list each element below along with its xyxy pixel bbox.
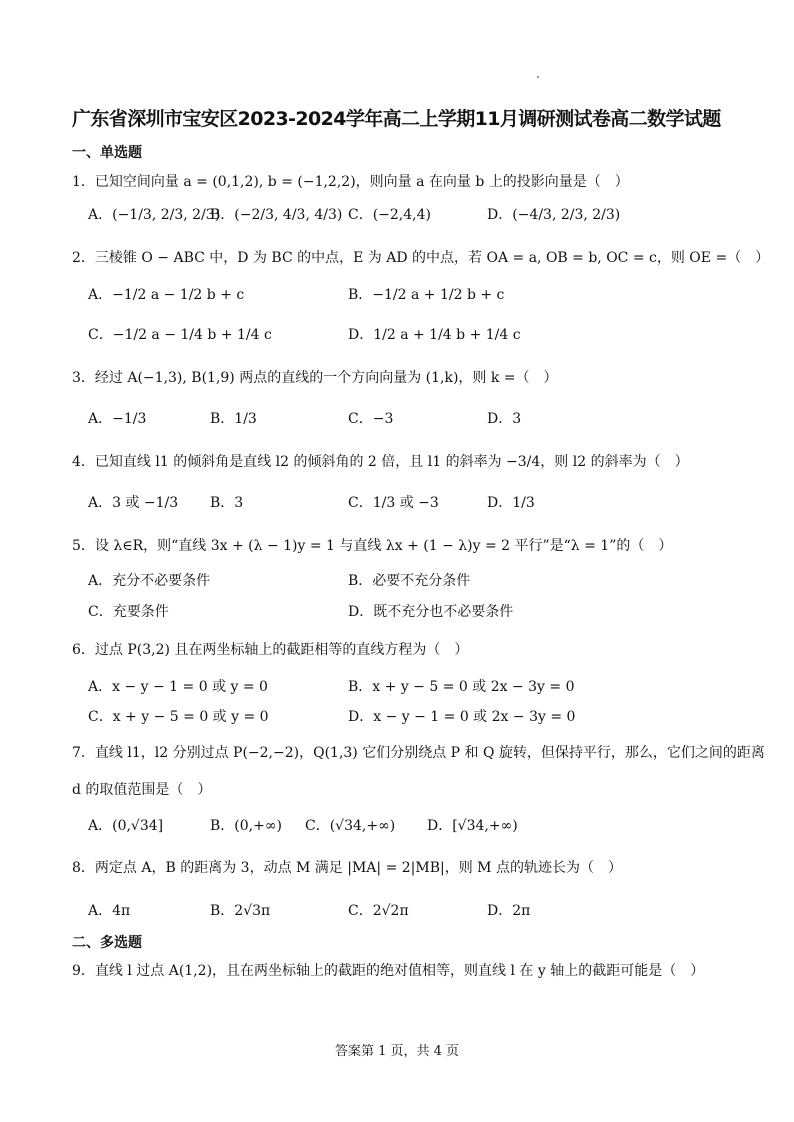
- q7-option-b: B．(0,+∞): [210, 818, 282, 834]
- q8-option-b: B．2√3π: [210, 903, 271, 919]
- q7-option-d: D．[√34,+∞): [427, 818, 518, 834]
- q5-option-d: D．既不充分也不必要条件: [348, 604, 514, 620]
- q4-option-c: C．1/3 或 −3: [348, 495, 439, 511]
- q7-option-c: C．(√34,+∞): [305, 818, 396, 834]
- section-multi-choice: 二、多选题: [72, 935, 142, 951]
- q5-option-c: C．充要条件: [88, 604, 169, 620]
- question-7-cont: d 的取值范围是（ ）: [72, 782, 212, 798]
- q1-option-a: A．(−1/3, 2/3, 2/3): [88, 207, 221, 223]
- question-6: 6．过点 P(3,2) 且在两坐标轴上的截距相等的直线方程为（ ）: [72, 642, 469, 658]
- page-footer: 答案第 1 页，共 4 页: [334, 1044, 460, 1059]
- q2-option-d: D．1/2 a + 1/4 b + 1/4 c: [348, 327, 521, 343]
- q3-option-b: B．1/3: [210, 411, 257, 427]
- q2-option-b: B．−1/2 a + 1/2 b + c: [348, 287, 505, 303]
- q5-option-b: B．必要不充分条件: [348, 573, 471, 589]
- question-1: 1．已知空间向量 a = (0,1,2), b = (−1,2,2)，则向量 a 在向量 b 上的投影向量是（ ）: [72, 174, 629, 190]
- q2-option-a: A．−1/2 a − 1/2 b + c: [88, 287, 245, 303]
- q6-option-b: B．x + y − 5 = 0 或 2x − 3y = 0: [348, 679, 575, 695]
- q4-option-b: B．3: [210, 495, 244, 511]
- question-2: 2．三棱锥 O − ABC 中，D 为 BC 的中点，E 为 AD 的中点，若 OA = a, OB = b, OC = c，则 OE =（ ）: [72, 250, 770, 266]
- q8-option-a: A．4π: [88, 903, 131, 919]
- q4-option-d: D．1/3: [487, 495, 535, 511]
- question-3: 3．经过 A(−1,3), B(1,9) 两点的直线的一个方向向量为 (1,k)，则 k =（ ）: [72, 370, 558, 386]
- q8-option-c: C．2√2π: [348, 903, 409, 919]
- q2-option-c: C．−1/2 a − 1/4 b + 1/4 c: [88, 327, 272, 343]
- q1-option-d: D．(−4/3, 2/3, 2/3): [487, 207, 621, 223]
- q3-option-d: D．3: [487, 411, 522, 427]
- question-5: 5．设 λ∈R，则“直线 3x + (λ − 1)y = 1 与直线 λx + (1 − λ)y = 2 平行”是“λ = 1”的（ ）: [72, 538, 673, 554]
- q1-option-c: C．(−2,4,4): [348, 207, 431, 223]
- q6-option-c: C．x + y − 5 = 0 或 y = 0: [88, 709, 269, 725]
- q3-option-c: C．−3: [348, 411, 394, 427]
- question-8: 8．两定点 A，B 的距离为 3，动点 M 满足 |MA| = 2|MB|，则 M 点的轨迹长为（ ）: [72, 860, 622, 876]
- question-9: 9．直线 l 过点 A(1,2)，且在两坐标轴上的截距的绝对值相等，则直线 l 在 y 轴上的截距可能是（ ）: [72, 963, 705, 979]
- q7-option-a: A．(0,√34]: [88, 818, 164, 834]
- q5-option-a: A．充分不必要条件: [88, 573, 211, 589]
- question-7: 7．直线 l1，l2 分别过点 P(−2,−2)，Q(1,3) 它们分别绕点 P 和 Q 旋转，但保持平行，那么，它们之间的距离: [72, 745, 765, 761]
- question-4: 4．已知直线 l1 的倾斜角是直线 l2 的倾斜角的 2 倍，且 l1 的斜率为 −3/4，则 l2 的斜率为（ ）: [72, 454, 689, 470]
- page-title: 广东省深圳市宝安区2023-2024学年高二上学期11月调研测试卷高二数学试题: [72, 108, 721, 130]
- q1-option-b: B．(−2/3, 4/3, 4/3): [210, 207, 343, 223]
- q8-option-d: D．2π: [487, 903, 531, 919]
- q6-option-d: D．x − y − 1 = 0 或 2x − 3y = 0: [348, 709, 576, 725]
- q4-option-a: A．3 或 −1/3: [88, 495, 179, 511]
- q3-option-a: A．−1/3: [88, 411, 147, 427]
- q6-option-a: A．x − y − 1 = 0 或 y = 0: [88, 679, 268, 695]
- section-single-choice: 一、单选题: [72, 145, 142, 161]
- scan-dot: [537, 76, 539, 78]
